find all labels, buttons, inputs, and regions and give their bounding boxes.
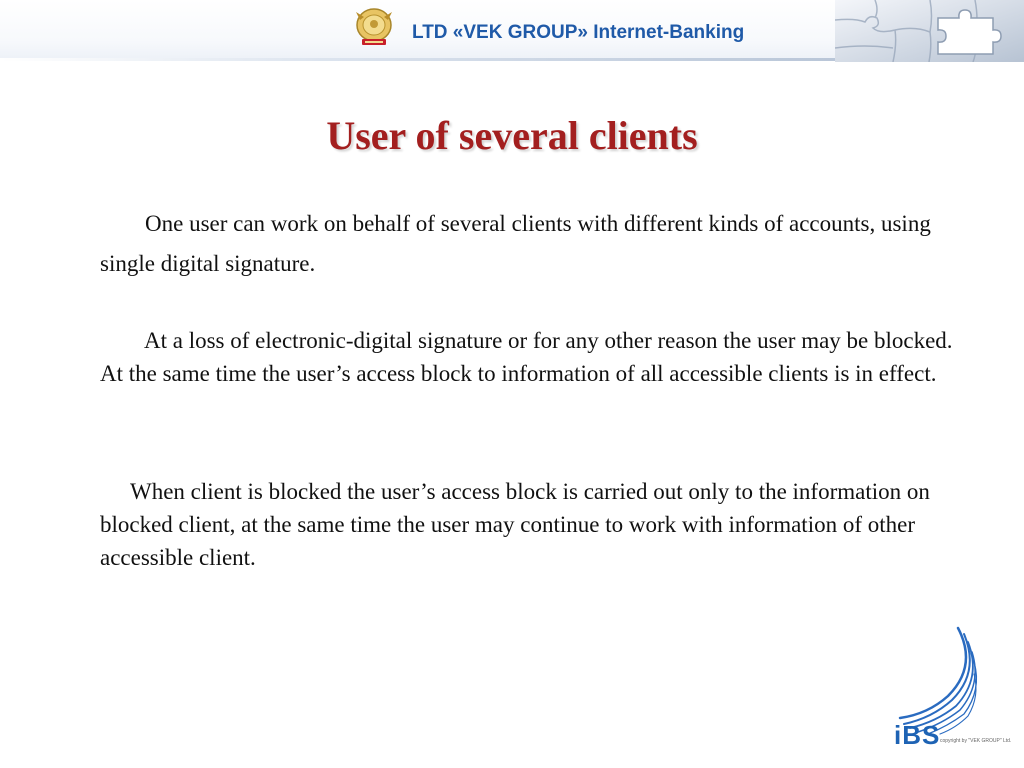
paragraph-2 bbox=[100, 324, 970, 390]
paragraph-2-text: At a loss of electronic-digital signature or for any other reason the user may be blocked. At the same time the user’s access block to information of all accessible clients is in effect. bbox=[100, 328, 953, 386]
paragraph-1 bbox=[100, 204, 970, 284]
header-bar bbox=[0, 0, 1024, 66]
paragraph-1-text: One user can work on behalf of several clients with different kinds of accounts, using single digital signature. bbox=[100, 211, 931, 276]
puzzle-pieces-icon bbox=[835, 0, 1024, 62]
copyright-text: copyright by "VEK GROUP" Ltd. bbox=[940, 738, 1012, 744]
header-divider bbox=[0, 58, 835, 61]
brand-text: iBS bbox=[894, 720, 941, 750]
header-title: LTD «VEK GROUP» Internet-Banking bbox=[412, 22, 745, 43]
paragraph-3 bbox=[100, 475, 970, 574]
vek-group-emblem-icon bbox=[352, 6, 396, 48]
paragraph-3-text: When client is blocked the user’s access block is carried out only to the information on blocked client, at the same time the user may continue to work with information of other accessible client. bbox=[100, 479, 930, 570]
slide-title: User of several clients bbox=[326, 113, 698, 158]
